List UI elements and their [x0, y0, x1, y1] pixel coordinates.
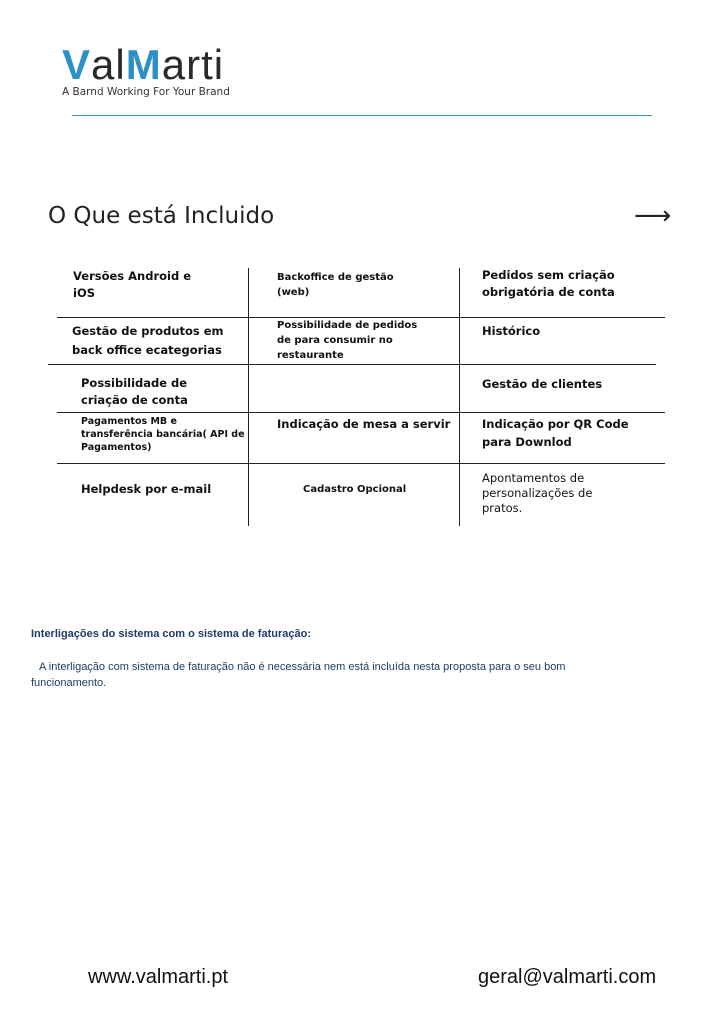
- feature-android-ios: Versões Android e iOS: [73, 269, 192, 300]
- page-title: O Que está Incluido: [48, 203, 275, 229]
- feature-helpdesk: Helpdesk por e-mail: [81, 482, 212, 496]
- table-column-divider: [248, 268, 249, 526]
- footer-email[interactable]: geral@valmarti.com: [478, 966, 657, 988]
- logo-letters-arti: arti: [161, 41, 225, 88]
- table-row-divider: [48, 364, 656, 365]
- footer-website[interactable]: www.valmarti.pt: [88, 966, 229, 988]
- arrow-right-icon: ⟶: [634, 201, 672, 231]
- logo-tagline: A Barnd Working For Your Brand: [62, 86, 230, 98]
- feature-client-management: Gestão de clientes: [482, 377, 603, 391]
- feature-table-indication: Indicação de mesa a servir: [277, 417, 451, 431]
- header-divider: [72, 115, 652, 116]
- logo-letter-v: V: [62, 41, 92, 88]
- section-title: Interligações do sistema com o sistema de faturação:: [31, 628, 311, 640]
- feature-product-management: Gestão de produtos em back office ecategorias: [72, 324, 224, 357]
- feature-backoffice: Backoffice de gestão (web): [277, 272, 394, 298]
- feature-dish-notes: Apontamentos de personalizações de pratos.: [482, 471, 593, 515]
- feature-history: Histórico: [482, 324, 541, 338]
- feature-qr-code: Indicação por QR Code para Downlod: [482, 417, 629, 449]
- logo-wordmark: [62, 41, 230, 88]
- brand-logo: [62, 41, 230, 98]
- table-column-divider: [459, 268, 460, 526]
- feature-account-creation: Possibilidade de criação de conta: [81, 376, 188, 407]
- feature-payments: Pagamentos MB e transferência bancária( API de Pagamentos): [81, 416, 245, 453]
- section-body: A interligação com sistema de faturação não é necessária nem está incluída nesta proposta para o seu bom funcionamento.: [31, 661, 566, 689]
- logo-letter-m: M: [125, 41, 162, 88]
- table-row-divider: [57, 412, 665, 413]
- feature-optional-signup: Cadastro Opcional: [303, 484, 407, 495]
- feature-dine-in-orders: Possibilidade de pedidos de para consumir no restaurante: [277, 320, 418, 361]
- table-row-divider: [57, 463, 665, 464]
- logo-letters-al: al: [91, 41, 126, 88]
- feature-no-account-orders: Pedidos sem criação obrigatória de conta: [482, 268, 615, 299]
